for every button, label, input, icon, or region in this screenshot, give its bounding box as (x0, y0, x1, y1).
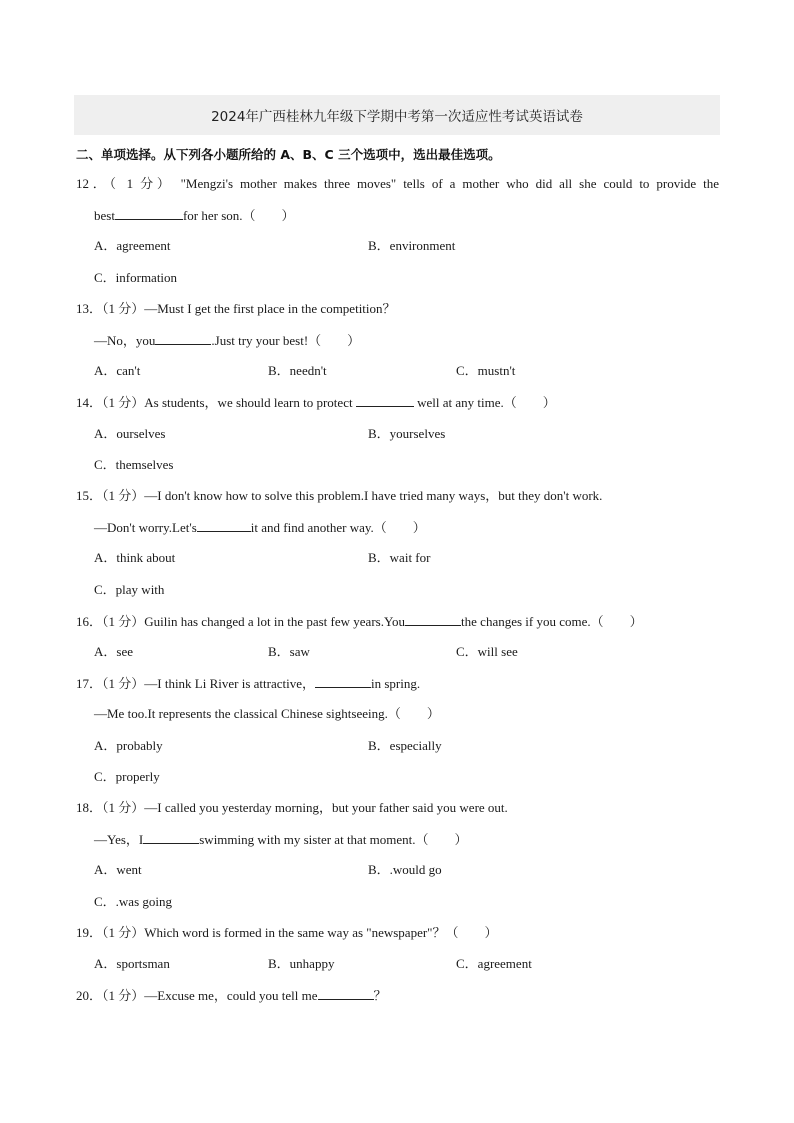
question-15-line-1: 15．（1 分）—I don't know how to solve this problem.I have tried many ways，but they don't work. (76, 488, 603, 503)
option-b: B．saw (268, 644, 310, 659)
question-17-line-1: 17．（1 分）—I think Li River is attractive， in spring. (76, 676, 421, 691)
answer-blank (143, 831, 199, 844)
option-a: A．see (94, 644, 133, 659)
answer-blank (356, 394, 414, 407)
option-a: A．think about (94, 550, 176, 565)
question-17-line-2: —Me too.It represents the classical Chinese sightseeing.（ ） (94, 706, 440, 721)
answer-blank (197, 519, 251, 532)
option-c: C．properly (94, 769, 160, 784)
option-b: B．yourselves (368, 426, 446, 441)
answer-blank (405, 613, 461, 626)
option-a: A．can't (94, 363, 141, 378)
question-15-line-2: —Don't worry.Let's it and find another way.（ ） (94, 520, 426, 535)
question-19-line-1: 19．（1 分）Which word is formed in the same way as "newspaper"？（ ） (76, 925, 498, 940)
question-13-line-1: 13．（1 分）—Must I get the first place in the competition？ (76, 301, 396, 316)
option-c: C．will see (456, 644, 518, 659)
title-text: 2024年广西桂林九年级下学期中考第一次适应性考试英语试卷 (211, 109, 583, 125)
option-b: B．wait for (368, 550, 431, 565)
question-18-line-1: 18．（1 分）—I called you yesterday morning，but your father said you were out. (76, 800, 508, 815)
option-c: C．.was going (94, 894, 173, 909)
question-18-line-2: —Yes，I swimming with my sister at that moment.（ ） (94, 832, 468, 847)
answer-blank (115, 207, 183, 220)
question-20-line-1: 20．（1 分）—Excuse me，could you tell me ？ (76, 988, 387, 1003)
option-c: C．mustn't (456, 363, 516, 378)
option-a: A．sportsman (94, 956, 170, 971)
question-12-line-2: best for her son.（ ） (94, 208, 295, 223)
answer-blank (155, 332, 211, 345)
option-b: B．.would go (368, 862, 442, 877)
document-title (74, 95, 720, 135)
option-c: C．themselves (94, 457, 174, 472)
option-b: B．unhappy (268, 956, 335, 971)
option-a: A．agreement (94, 238, 171, 253)
option-b: B．environment (368, 238, 456, 253)
option-a: A．ourselves (94, 426, 166, 441)
answer-blank (318, 987, 374, 1000)
option-c: C．agreement (456, 956, 532, 971)
option-a: A．went (94, 862, 142, 877)
answer-blank (315, 675, 371, 688)
option-b: B．especially (368, 738, 442, 753)
section-heading: 二、单项选择。从下列各小题所给的 A、B、C 三个选项中，选出最佳选项。 (76, 147, 501, 162)
option-b: B．needn't (268, 363, 327, 378)
question-16-line-1: 16．（1 分）Guilin has changed a lot in the past few years.You the changes if you come.（ ） (76, 614, 643, 629)
option-c: C．play with (94, 582, 165, 597)
option-a: A．probably (94, 738, 163, 753)
option-c: C．information (94, 270, 178, 285)
question-12-line-1: 12．（ 1 分） "Mengzi's mother makes three moves" tells of a mother who did all she could to provide the (76, 176, 719, 191)
question-14-line-1: 14．（1 分）As students，we should learn to protect well at any time.（ ） (76, 395, 556, 410)
question-13-line-2: —No，you .Just try your best!（ ） (94, 333, 361, 348)
